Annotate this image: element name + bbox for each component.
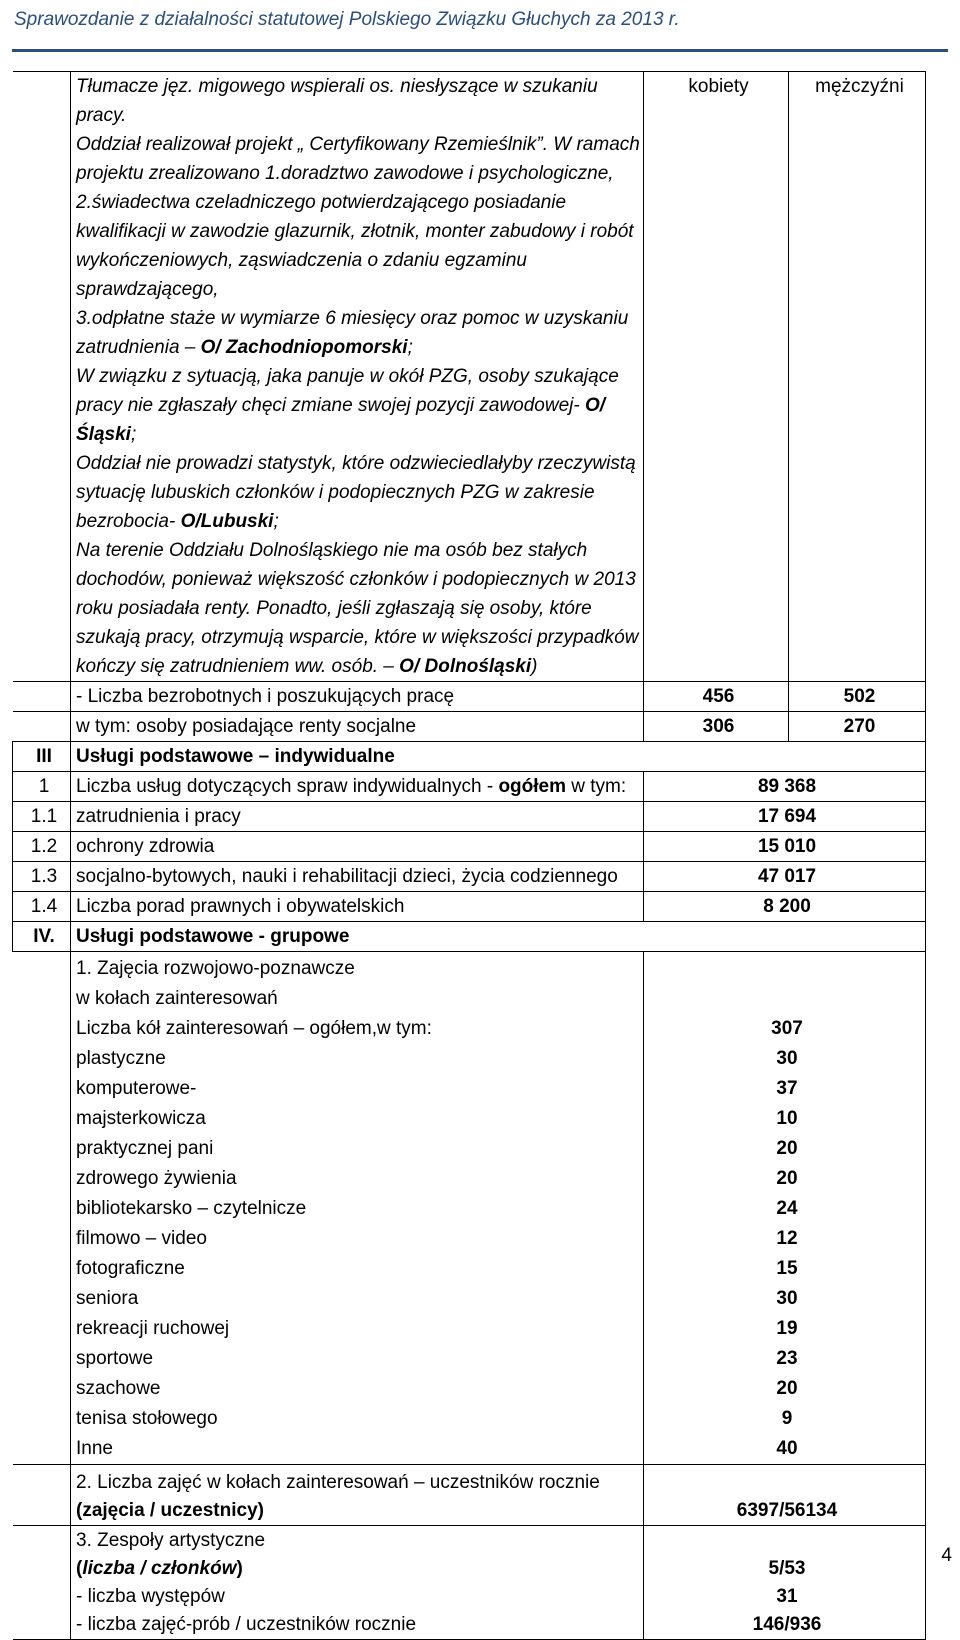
pensioners-men: 270 — [789, 712, 926, 742]
region-slaski: O/ Śląski — [76, 395, 606, 445]
classes-row — [13, 1465, 926, 1526]
club-value: 9 — [781, 1408, 793, 1429]
report-title: Sprawozdanie z działalności statutowej Polskiego Związku Głuchych za 2013 r. — [14, 9, 680, 30]
page-number: 4 — [941, 1545, 952, 1566]
clubs-labels — [71, 952, 644, 1465]
services-row — [13, 802, 926, 832]
services-row — [13, 832, 926, 862]
unemployed-label: - Liczba bezrobotnych i poszukujących pracę — [71, 682, 644, 712]
section-3-title: Usługi podstawowe – indywidualne — [71, 742, 926, 772]
ensembles-value: 5/53 — [768, 1558, 806, 1579]
narrative-p5: W związku z sytuacją, jaka panuje w okół PZG, osoby szukające pracy nie zgłaszały chęci zmiane swojej pozycji zawodowej- — [76, 366, 619, 416]
club-value: 20 — [776, 1138, 798, 1159]
club-label: komputerowe- — [76, 1078, 197, 1099]
services-total-label: Liczba usług dotyczących spraw indywidualnych - ogółem w tym: — [71, 772, 644, 802]
club-label: zdrowego żywienia — [76, 1168, 237, 1189]
club-label: tenisa stołowego — [76, 1408, 218, 1429]
club-value: 30 — [776, 1288, 798, 1309]
clubs-total-label: Liczba kół zainteresowań – ogółem,w tym: — [76, 1018, 432, 1039]
services-label: socjalno-bytowych, nauki i rehabilitacji dzieci, życia codziennego — [71, 862, 644, 892]
ensembles-label: 3. Zespoły artystyczne (liczba / członków) - liczba występów - liczba zajęć-prób / uczestników rocznie — [71, 1526, 644, 1640]
region-zachodniopomorski: O/ Zachodniopomorski — [200, 337, 408, 358]
report-table — [12, 71, 926, 1640]
services-row — [13, 862, 926, 892]
section-4-number: IV. — [13, 922, 71, 952]
clubs-total-value: 307 — [771, 1018, 803, 1039]
classes-label: 2. Liczba zajęć w kołach zainteresowań – uczestników rocznie (zajęcia / uczestnicy) — [71, 1465, 644, 1526]
classes-value: 6397/56134 — [644, 1465, 926, 1526]
column-women-header: kobiety — [644, 72, 789, 682]
club-label: Inne — [76, 1438, 113, 1459]
narrative-p3: 2.świadectwa czeladniczego potwierdzającego posiadanie kwalifikacji w zawodzie glazurnik, złotnik, monter zabudowy i robót wykończeniowych, ząswiadczenia o zdaniu egzaminu sprawdzającego, — [76, 192, 634, 300]
page-header — [12, 6, 948, 52]
ensembles-values — [644, 1526, 926, 1640]
section-3-heading — [13, 742, 926, 772]
section-3-number: III — [13, 742, 71, 772]
row-number: 1 — [13, 772, 71, 802]
pensioners-women: 306 — [644, 712, 789, 742]
section-4-title: Usługi podstawowe - grupowe — [71, 922, 926, 952]
narrative-row — [13, 72, 926, 682]
services-label: ochrony zdrowia — [71, 832, 644, 862]
club-value: 23 — [776, 1348, 798, 1369]
club-label: majsterkowicza — [76, 1108, 206, 1129]
narrative-p6: Oddział nie prowadzi statystyk, które odzwieciedlałyby rzeczywistą sytuację lubuskich członków i podopiecznych PZG w zakresie bezrobocia- — [76, 453, 636, 532]
region-lubuski: O/Lubuski — [180, 511, 274, 532]
rehearsals-value: 146/936 — [752, 1614, 822, 1635]
unemployed-men: 502 — [789, 682, 926, 712]
club-value: 37 — [776, 1078, 798, 1099]
club-value: 40 — [776, 1438, 798, 1459]
clubs-values — [644, 952, 926, 1465]
performances-label: - liczba występów — [76, 1586, 225, 1607]
row-number: 1.1 — [13, 802, 71, 832]
services-row — [13, 892, 926, 922]
services-total-value: 89 368 — [644, 772, 926, 802]
club-label: bibliotekarsko – czytelnicze — [76, 1198, 307, 1219]
services-value: 17 694 — [644, 802, 926, 832]
clubs-heading-2: w kołach zainteresowań — [76, 988, 278, 1009]
club-value: 20 — [776, 1378, 798, 1399]
services-label: Liczba porad prawnych i obywatelskich — [71, 892, 644, 922]
row-number: 1.4 — [13, 892, 71, 922]
clubs-block — [13, 952, 926, 1465]
club-value: 24 — [776, 1198, 798, 1219]
region-dolnoslaski: O/ Dolnośląski — [399, 656, 532, 677]
pensioners-label: w tym: osoby posiadające renty socjalne — [71, 712, 644, 742]
club-value: 12 — [776, 1228, 798, 1249]
club-label: plastyczne — [76, 1048, 166, 1069]
club-label: filmowo – video — [76, 1228, 207, 1249]
club-value: 20 — [776, 1168, 798, 1189]
services-label: zatrudnienia i pracy — [71, 802, 644, 832]
club-label: sportowe — [76, 1348, 154, 1369]
club-value: 10 — [776, 1108, 798, 1129]
narrative-p4: 3.odpłatne staże w wymiarze 6 miesięcy oraz pomoc w uzyskaniu zatrudnienia – — [76, 308, 629, 358]
rehearsals-label: - liczba zajęć-prób / uczestników rocznie — [76, 1614, 417, 1635]
club-label: praktycznej pani — [76, 1138, 214, 1159]
section-4-heading — [13, 922, 926, 952]
club-label: szachowe — [76, 1378, 161, 1399]
performances-value: 31 — [776, 1586, 798, 1607]
club-value: 15 — [776, 1258, 798, 1279]
club-label: rekreacji ruchowej — [76, 1318, 230, 1339]
narrative-text: Tłumacze jęz. migowego wspierali os. niesłyszące w szukaniu pracy. Oddział realizował projekt „ Certyfikowany Rzemieślnik”. W ramach projektu zrealizowano 1.doradztwo zawodowe i psychologiczne, 2.świadectwa czeladniczego potwierdzającego posiadanie kwalifikacji w zawodzie glazurnik, złotnik, monter zabudowy i robót wykończeniowych, ząswiadczenia o zdaniu egzaminu sprawdzającego, 3.odpłatne staże w wymiarze 6 miesięcy oraz pomoc w uzyskaniu zatrudnienia – O/ Zachodniopomorski; W związku z sytuacją, jaka panuje w okół PZG, osoby szukające pracy nie zgłaszały chęci zmiane swojej pozycji zawodowej- O/ Śląski; Oddział nie prowadzi statystyk, które odzwieciedlałyby rzeczywistą sytuację lubuskich członków i podopiecznych PZG w zakresie bezrobocia- O/Lubuski; Na terenie Oddziału Dolnośląskiego nie ma osób bez stałych dochodów, ponieważ większość członków i podopiecznych w 2013 roku posiadała renty. Ponadto, jeśli zgłaszają się osoby, które szukają pracy, otrzymują wsparcie, które w większości przypadków kończy się zatrudnieniem ww. osób. – O/ Dolnośląski) — [71, 72, 644, 682]
unemployed-women: 456 — [644, 682, 789, 712]
unemployed-row — [13, 682, 926, 712]
club-label: seniora — [76, 1288, 139, 1309]
clubs-heading-1: 1. Zajęcia rozwojowo-poznawcze — [76, 958, 355, 979]
narrative-p2: Oddział realizował projekt „ Certyfikowany Rzemieślnik”. W ramach projektu zrealizowano 1.doradztwo zawodowe i psychologiczne, — [76, 134, 640, 184]
narrative-p7: Na terenie Oddziału Dolnośląskiego nie ma osób bez stałych dochodów, ponieważ większość członków i podopiecznych w 2013 roku posiadała renty. — [76, 540, 636, 619]
ensembles-row — [13, 1526, 926, 1640]
services-value: 47 017 — [644, 862, 926, 892]
pensioners-row — [13, 712, 926, 742]
classes-unit: (zajęcia / uczestnicy) — [76, 1500, 264, 1521]
services-value: 15 010 — [644, 832, 926, 862]
row-number: 1.2 — [13, 832, 71, 862]
column-men-header: mężczyźni — [789, 72, 926, 682]
row-number: 1.3 — [13, 862, 71, 892]
services-value: 8 200 — [644, 892, 926, 922]
club-value: 30 — [776, 1048, 798, 1069]
services-total-row — [13, 772, 926, 802]
club-value: 19 — [776, 1318, 798, 1339]
narrative-p1: Tłumacze jęz. migowego wspierali os. niesłyszące w szukaniu pracy. — [76, 76, 598, 126]
club-label: fotograficzne — [76, 1258, 185, 1279]
